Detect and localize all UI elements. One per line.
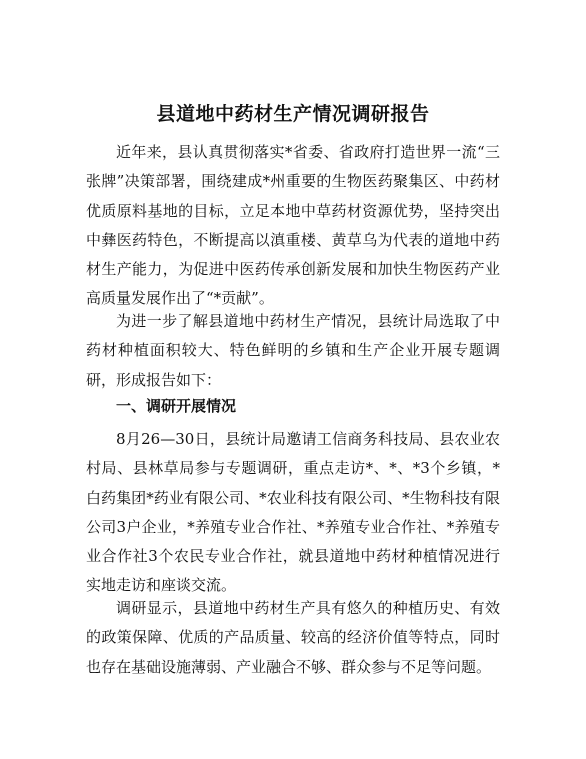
document-title: 县道地中药材生产情况调研报告	[156, 103, 430, 125]
paragraph-purpose: 为进一步了解县道地中药材生产情况，县统计局选取了中药材种植面积较大、特色鲜明的乡镇和生产企业开展专题调研，形成报告如下：	[86, 312, 500, 389]
paragraph-findings: 调研显示，县道地中药材生产具有悠久的种植历史、有效的政策保障、优质的产品质量、较高的经济价值等特点，同时也存在基础设施薄弱、产业融合不够、群众参与不足等问题。	[86, 599, 500, 676]
section-heading: 一、调研开展情况	[116, 397, 237, 415]
paragraph-intro: 近年来，县认真贯彻落实*省委、省政府打造世界一流“三张牌”决策部署，围绕建成*州重要的生物医药聚集区、中药材优质原料基地的目标，立足本地中草药材资源优势，坚持突出中彝医药特色，不断提高以滇重楼、黄草乌为代表的道地中药材生产能力，为促进中医药传承创新发展和加快生物医药产业高质量发展作出了“*贡献”。	[86, 143, 500, 308]
paragraph-survey-details: 8月26—30日，县统计局邀请工信商务科技局、县农业农村局、县林草局参与专题调研，重点走访*、*、*3个乡镇，*白药集团*药业有限公司、*农业科技有限公司、*生物科技有限公司3户企业，*养殖专业合作社、*养殖专业合作社、*养殖专业合作社3个农民专业合作社，就县道地中药材种植情况进行实地走访和座谈交流。	[86, 430, 500, 595]
